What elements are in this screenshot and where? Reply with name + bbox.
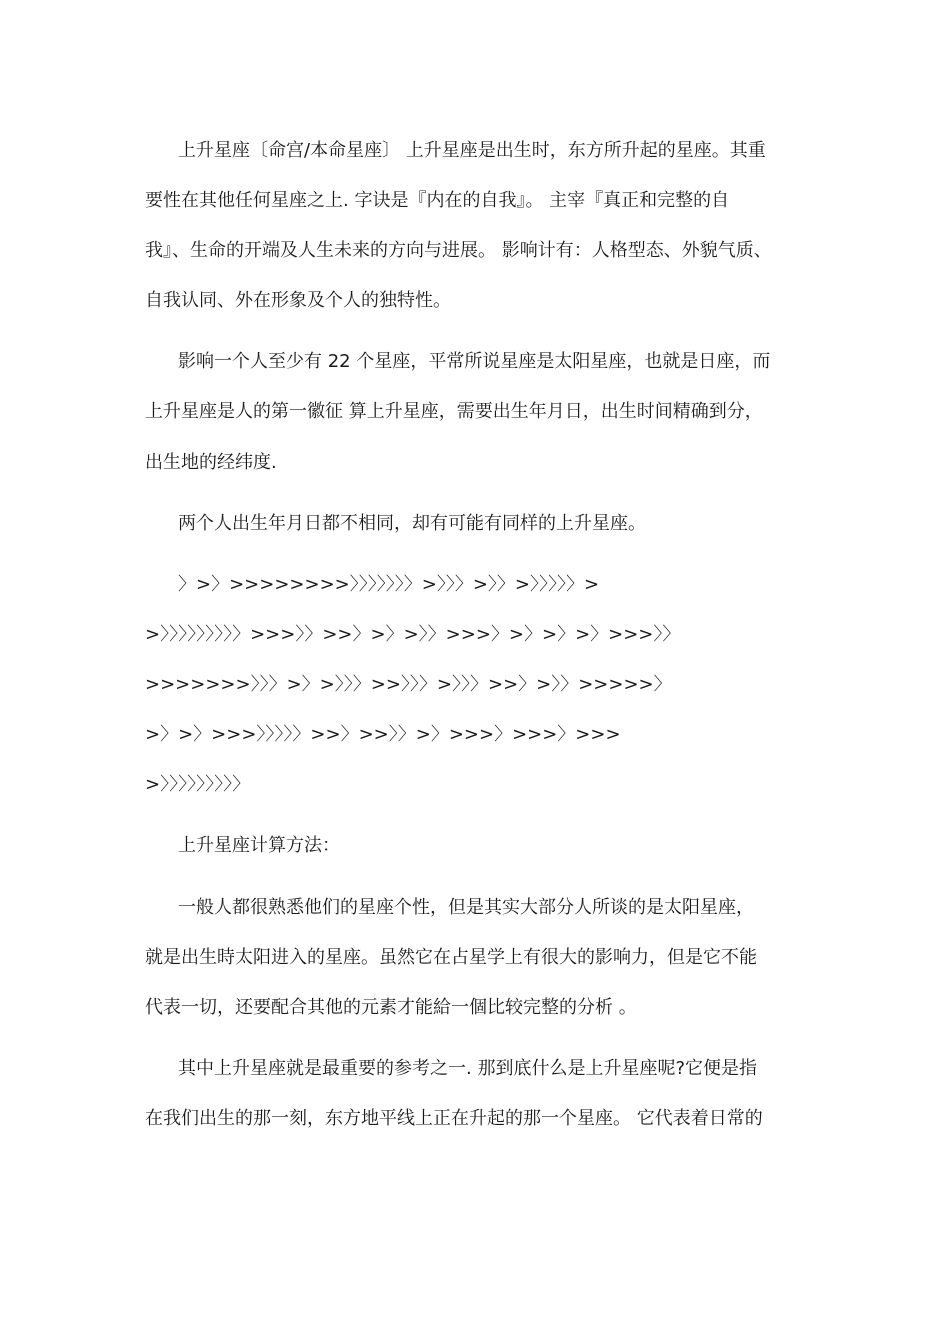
paragraph-7-line-2: 在我们出生的那一刻，东方地平线上正在升起的那一个星座。 它代表着日常的 <box>145 1108 763 1129</box>
arrow-line-5: >〉〉〉〉〉〉〉〉〉 <box>145 774 251 795</box>
paragraph-2-line-2: 上升星座是人的第一徽征 算上升星座，需要出生年月日，出生时间精确到分， <box>145 401 763 422</box>
paragraph-6-line-3: 代表一切，还要配合其他的元素才能給一個比较完整的分析 。 <box>145 997 637 1018</box>
paragraph-2-line-1: 影响一个人至少有 22 个星座，平常所说星座是太阳星座，也就是日座，而 <box>178 351 771 372</box>
paragraph-6-line-2: 就是出生時太阳进入的星座。虽然它在占星学上有很大的影响力，但是它不能 <box>145 947 757 968</box>
paragraph-6-line-1: 一般人都很熟悉他们的星座个性，但是其实大部分人所谈的是太阳星座， <box>178 897 754 918</box>
arrow-line-2: >〉〉〉〉〉〉〉〉〉>>>〉〉>>〉>〉>〉〉>>>〉>〉>〉>〉>>>〉〉 <box>145 624 681 645</box>
paragraph-2-line-3: 出生地的经纬度. <box>145 452 277 473</box>
paragraph-7-line-1: 其中上升星座就是最重要的参考之一. 那到底什么是上升星座呢?它便是指 <box>178 1058 757 1079</box>
paragraph-1-line-1: 上升星座〔命宫/本命星座〕 上升星座是出生时，东方所升起的星座。其重 <box>178 140 766 161</box>
arrow-line-4: >〉>〉>>>〉〉〉〉〉>>〉>>〉〉>〉>>>〉>>>〉>>> <box>145 724 621 745</box>
paragraph-1-line-4: 自我认同、外在形象及个人的独特性。 <box>145 290 451 311</box>
paragraph-3-line-1: 两个人出生年月日都不相同，却有可能有同样的上升星座。 <box>178 513 646 534</box>
section-heading-calculation-method: 上升星座计算方法： <box>178 835 340 856</box>
paragraph-1-line-3: 我』、生命的开端及人生未来的方向与进展。 影响计有：人格型态、外貌气质、 <box>145 240 772 261</box>
paragraph-1-line-2: 要性在其他任何星座之上. 字诀是『内在的自我』。 主宰『真正和完整的自 <box>145 190 730 211</box>
arrow-line-1: 〉>〉>>>>>>>>〉〉〉〉〉〉〉>〉〉〉>〉〉>〉〉〉〉〉> <box>178 574 600 595</box>
arrow-line-3: >>>>>>>〉〉〉>〉>〉〉〉>>〉〉〉>〉〉〉>>〉>〉〉>>>>>〉 <box>145 674 672 695</box>
